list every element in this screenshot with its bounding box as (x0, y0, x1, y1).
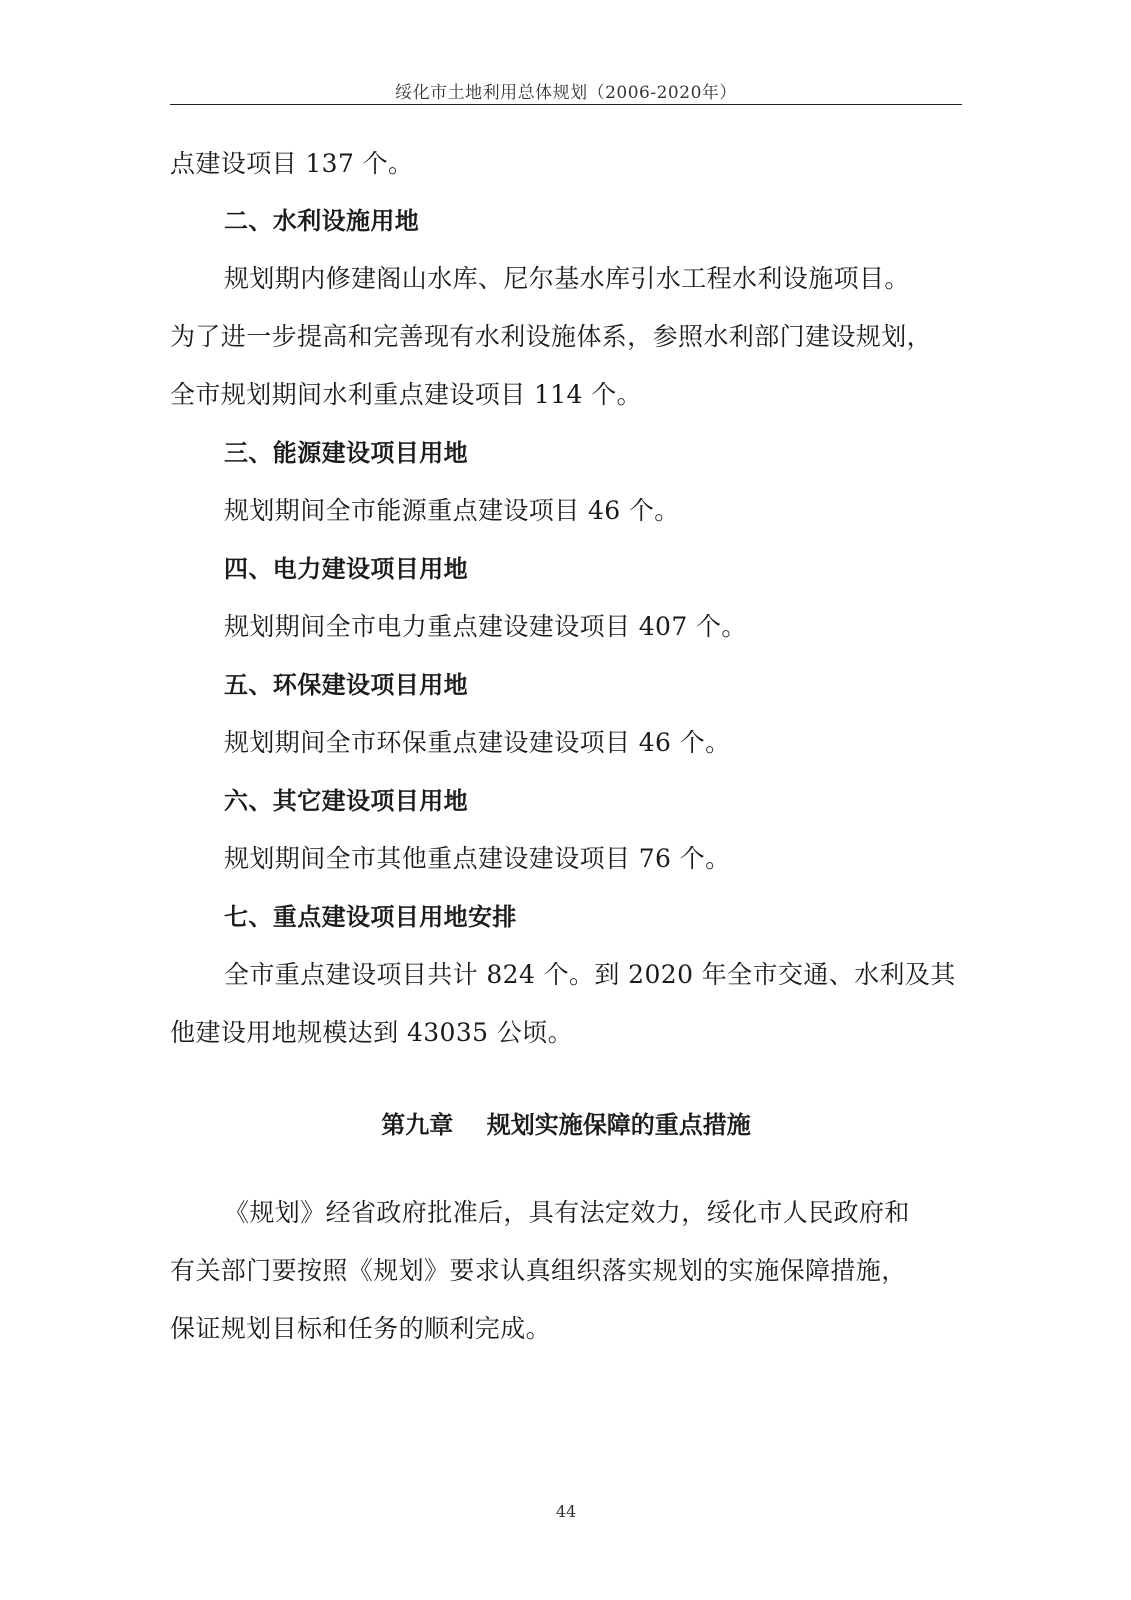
paragraph-line: 保证规划目标和任务的顺利完成。 (170, 1314, 552, 1343)
section-heading-energy: 三、能源建设项目用地 (224, 439, 468, 467)
paragraph-line: 规划期间全市环保重点建设建设项目 46 个。 (224, 728, 731, 757)
paragraph-line: 有关部门要按照《规划》要求认真组织落实规划的实施保障措施， (170, 1256, 907, 1285)
paragraph-line: 规划期间全市其他重点建设建设项目 76 个。 (224, 844, 731, 873)
paragraph-line: 他建设用地规模达到 43035 公顷。 (170, 1018, 574, 1047)
section-heading-environment: 五、环保建设项目用地 (224, 671, 468, 699)
page-number: 44 (555, 1502, 577, 1521)
paragraph-line: 规划期间全市能源重点建设项目 46 个。 (224, 496, 680, 525)
paragraph-line: 全市规划期间水利重点建设项目 114 个。 (170, 380, 643, 409)
paragraph-line: 《规划》经省政府批准后，具有法定效力，绥化市人民政府和 (224, 1198, 910, 1227)
section-heading-arrangement: 七、重点建设项目用地安排 (224, 903, 517, 931)
paragraph-line: 点建设项目 137 个。 (170, 149, 414, 178)
paragraph-line: 规划期间全市电力重点建设建设项目 407 个。 (224, 612, 747, 641)
paragraph-line: 为了进一步提高和完善现有水利设施体系，参照水利部门建设规划， (170, 322, 933, 351)
chapter-title: 第九章 规划实施保障的重点措施 (381, 1111, 751, 1139)
running-header: 绥化市土地利用总体规划（2006-2020年） (395, 83, 737, 103)
section-heading-other: 六、其它建设项目用地 (224, 787, 468, 815)
section-heading-power: 四、电力建设项目用地 (224, 555, 468, 583)
header-divider (170, 104, 962, 105)
section-heading-water: 二、水利设施用地 (224, 207, 420, 235)
paragraph-line: 全市重点建设项目共计 824 个。到 2020 年全市交通、水利及其 (224, 960, 956, 989)
paragraph-line: 规划期内修建阁山水库、尼尔基水库引水工程水利设施项目。 (224, 264, 910, 293)
